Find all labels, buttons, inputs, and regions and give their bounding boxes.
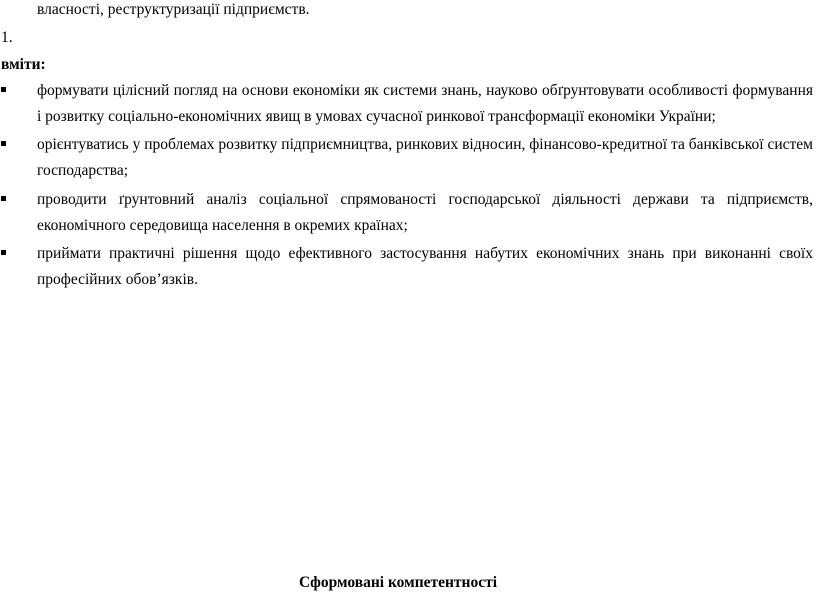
list-item-line: приймати практичні рішення щодо ефективного застосування набутих економічних знань при виконанні своїх [37,245,813,262]
previous-paragraph-ending: власності, реструктуризації підприємств. [37,1,310,18]
list-number-marker: 1. [1,29,13,46]
list-item-line: формувати цілісний погляд на основи економіки як системи знань, науково обґрунтовувати особливості формування [37,82,813,99]
list-item-line: економічного середовища населення в окремих країнах; [37,217,408,234]
list-item-line: проводити ґрунтовний аналіз соціальної спрямованості господарської діяльності держави та підприємств, [37,191,813,208]
square-bullet-icon [1,87,6,92]
section-label: вміти: [1,56,46,73]
list-item-line: професійних обов’язків. [37,271,198,288]
square-bullet-icon [1,141,6,146]
list-item-line: орієнтуватись у проблемах розвитку підприємництва, ринкових відносин, фінансово-кредитної та банківської систем [37,136,813,153]
square-bullet-icon [1,196,6,201]
list-item-line: господарства; [37,162,129,179]
square-bullet-icon [1,250,6,255]
section-heading: Сформовані компетентності [298,574,498,591]
list-item-line: і розвитку соціально-економічних явищ в умовах сучасної ринкової трансформації економіки України; [37,108,716,125]
